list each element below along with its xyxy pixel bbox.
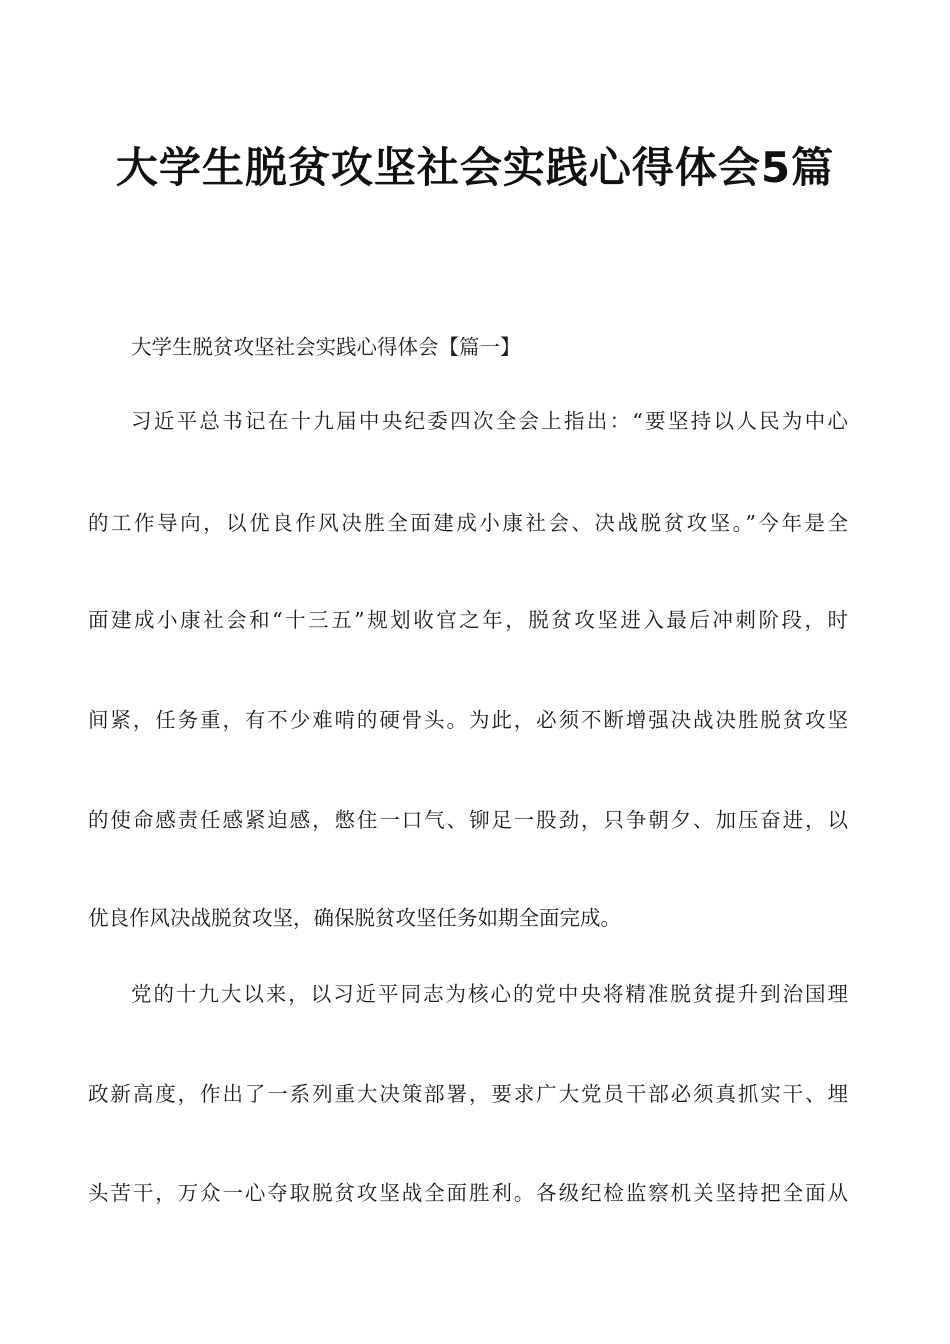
document-title: 大学生脱贫攻坚社会实践心得体会5篇 — [115, 143, 835, 192]
paragraph-line: 党的十九大以来，以习近平同志为核心的党中央将精准脱贫提升到治国理 — [131, 982, 848, 1006]
paragraph-line: 习近平总书记在十九届中央纪委四次全会上指出：“要坚持以人民为中心 — [131, 409, 848, 433]
paragraph-line: 面建成小康社会和“十三五”规划收官之年，脱贫攻坚进入最后冲刺阶段，时 — [88, 608, 848, 632]
paragraph-line: 优良作风决战脱贫攻坚，确保脱贫攻坚任务如期全面完成。 — [88, 906, 621, 930]
paragraph-line: 的工作导向，以优良作风决胜全面建成小康社会、决战脱贫攻坚。”今年是全 — [88, 511, 848, 535]
paragraph-line: 间紧，任务重，有不少难啃的硬骨头。为此，必须不断增强决战决胜脱贫攻坚 — [88, 708, 848, 732]
paragraph-line: 的使命感责任感紧迫感，憋住一口气、铆足一股劲，只争朝夕、加压奋进，以 — [88, 808, 848, 832]
paragraph-line: 政新高度，作出了一系列重大决策部署，要求广大党员干部必须真抓实干、埋 — [88, 1082, 848, 1106]
paragraph-line: 头苦干，万众一心夺取脱贫攻坚战全面胜利。各级纪检监察机关坚持把全面从 — [88, 1181, 848, 1205]
section-heading: 大学生脱贫攻坚社会实践心得体会【篇一】 — [131, 335, 521, 359]
